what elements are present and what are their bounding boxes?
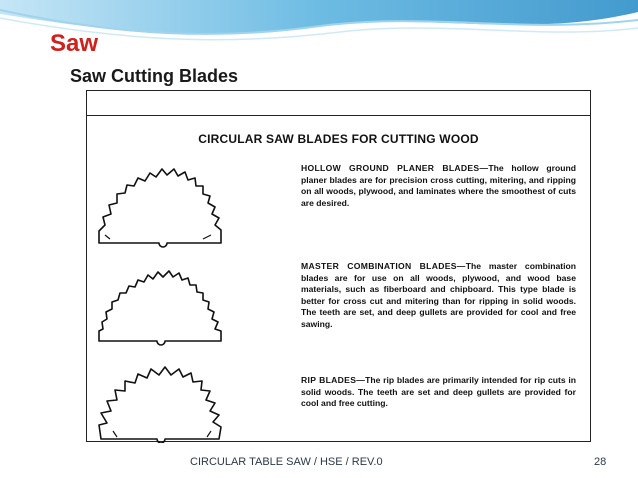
slide-title: Saw — [50, 30, 99, 57]
combination-blade-icon — [93, 259, 243, 349]
hollow-ground-blade-icon — [93, 159, 243, 249]
blade-heading: RIP BLADES— — [301, 375, 366, 385]
blade-description-hollow-ground — [301, 163, 576, 209]
document-figure — [86, 90, 591, 442]
blade-heading: MASTER COMBINATION BLADES— — [301, 261, 466, 271]
blade-description-combination — [301, 261, 576, 331]
figure-top-rule — [87, 115, 590, 116]
page-number: 28 — [594, 456, 607, 468]
blade-text: The hollow ground planer blades are for precision cross cutting, mitering, and ripping on all woods, plywood, and laminates where the smoothest of cuts are desired. — [301, 163, 577, 208]
blade-heading: HOLLOW GROUND PLANER BLADES— — [301, 163, 489, 173]
blade-text: The master combination blades are for use on all woods, plywood, and wood base materials, such as fiberboard and chipboard. This type blade is better for cross cut and mitering than for ripping in solid woods. The teeth are set, and deep gullets are provided for cool and free sawing. — [301, 261, 576, 329]
figure-title: CIRCULAR SAW BLADES FOR CUTTING WOOD — [198, 132, 479, 146]
slide-footer: CIRCULAR TABLE SAW / HSE / REV.0 — [190, 456, 383, 468]
slide-subtitle: Saw Cutting Blades — [70, 66, 239, 86]
blade-text: The rip blades are primarily intended for rip cuts in solid woods. The teeth are set and deep gullets are provided for cool and free cutting. — [301, 375, 576, 409]
blade-description-rip — [301, 375, 576, 410]
rip-blade-icon — [93, 359, 243, 443]
